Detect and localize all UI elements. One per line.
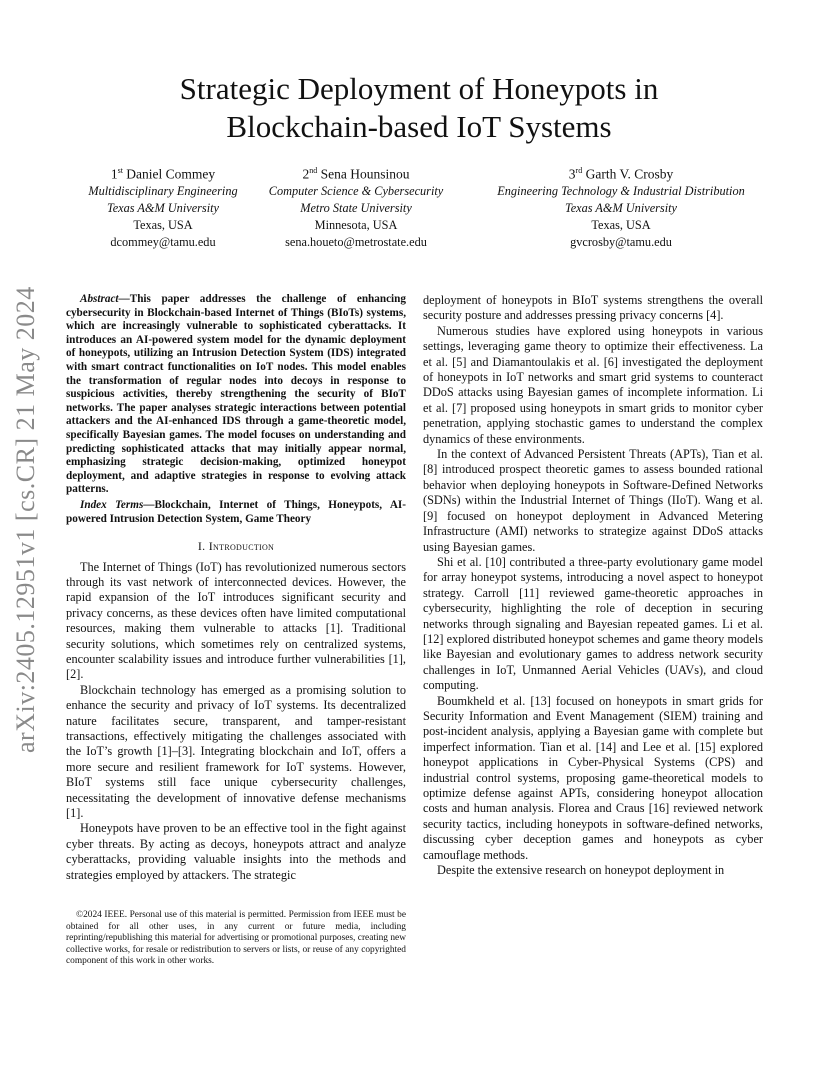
abstract <box>66 293 406 497</box>
arxiv-identifier: arXiv:2405.12951v1 [cs.CR] 21 May 2024 <box>11 286 40 754</box>
right-column <box>423 293 763 878</box>
footnote-text: ©2024 IEEE. Personal use of this material is permitted. Permission from IEEE must be obtained for all other uses, in any current or future media, including reprinting/republishing this material for advertising or promotional purposes, creating new collective works, for resale or redistribution to servers or lists, or reuse of any copyrighted component of this work in other works. <box>66 910 406 967</box>
author-3 <box>466 162 776 251</box>
author-email: gvcrosby@tamu.edu <box>570 234 672 249</box>
paragraph: Honeypots have proven to be an effective tool in the fight against cyber threats. By acting as decoys, honeypots attract and analyze cyberattacks, providing valuable insights into the methods and strategies employed by attackers. The strategic <box>66 821 406 882</box>
author-2 <box>256 162 456 251</box>
author-name: 3rd Garth V. Crosby <box>568 166 674 182</box>
paragraph: The Internet of Things (IoT) has revolutionized numerous sectors through its vast network of interconnected devices. However, the rapid expansion of the IoT introduces significant security and privacy concerns, as these devices often have limited computational resources, making them vulnerable to attacks [1]. Traditional security solutions, which sometimes rely on centralized systems, encounter scalability issues and introduce further vulnerabilities [1], [2]. <box>66 559 406 682</box>
paragraph: Shi et al. [10] contributed a three-party evolutionary game model for array honeypot systems, introducing a novel aspect to honeypot strategy. Carroll [11] reviewed game-theoretic approaches in cybersecurity, highlighting the role of deception in securing networks through signaling and Bayesian repeated games. Li et al. [12] explored distributed honeypot schemes and game theory models like Bayesian and evolutionary games to address network security challenges in IoT, Unmanned Aerial Vehicles (UAVs), and cloud computing. <box>423 554 763 693</box>
author-university: Metro State University <box>300 200 412 215</box>
author-university: Texas A&M University <box>564 200 678 215</box>
paragraph: In the context of Advanced Persistent Threats (APTs), Tian et al. [8] introduced prospect theoretic games to assess bounded rational behavior when deploying honeypots in Software-Defined Networks (SDNs) within the Industrial Internet of Things (IIoT). Wang et al. [9] focused on honeypot deployment in Advanced Metering Infrastructure (AMI) networks to strategize against DDoS attacks using Bayesian games. <box>423 447 763 554</box>
section-heading: I. Introduction <box>197 539 275 554</box>
abstract-text: —This paper addresses the challenge of enhancing cybersecurity in Blockchain-based Internet of Things (BIoTs) systems, which are increasingly vulnerable to sophisticated cyberattacks. It introduces an AI-powered system model for the dynamic deployment of honeypots, utilizing an Intrusion Detection System (IDS) integrated with smart contract functionalities on IoT nodes. This model enables the transformation of regular nodes into decoys in response to suspicious activities, thereby strengthening the security of BIoT networks. The paper analyses strategic interactions between potential attackers and the AI-enhanced IDS through a game-theoretic model, specifically Bayesian games. The model focuses on understanding and predicting sophisticated attacks that may initially appear normal, emphasizing strategic decision-making, optimized honeypot deployment, and adaptive strategies in response to evolving attack patterns. <box>66 293 406 496</box>
index-terms <box>66 499 406 526</box>
paragraph: Blockchain technology has emerged as a promising solution to enhance the security and privacy of IoT systems. Its decentralized nature facilitates secure, transparent, and tamper-resistant transactions, effectively mitigating the challenges associated with the IoT’s growth [1]–[3]. Integrating blockchain and IoT, offers a more secure and resilient framework for IoT systems. However, BIoT systems still face unique cybersecurity challenges, necessitating the development of innovative defense mechanisms [1]. <box>66 682 406 820</box>
paragraph: Numerous studies have explored using honeypots in various settings, leveraging game theory to optimize their effectiveness. La et al. [5] and Diamantoulakis et al. [6] investigated the deployment of honeypots in IoT networks and smart grid systems to counteract DDoS attacks using Bayesian games of incomplete information. Li et al. [7] proposed using honeypots in smart grids to monitor cyber penetration, applying stochastic games to understand the complex dynamics of these environments. <box>423 323 763 446</box>
paper-title <box>60 70 778 146</box>
title-line-2: Blockchain-based IoT Systems <box>226 109 612 144</box>
title-line-1: Strategic Deployment of Honeypots in <box>179 71 659 106</box>
author-email: dcommey@tamu.edu <box>110 234 216 249</box>
index-terms-label: Index Terms <box>80 498 144 511</box>
author-name: 2nd Sena Hounsinou <box>302 166 410 182</box>
author-1 <box>68 162 258 251</box>
author-university: Texas A&M University <box>106 200 220 215</box>
author-location: Minnesota, USA <box>314 217 398 232</box>
author-department: Computer Science & Cybersecurity <box>268 183 444 198</box>
index-terms-text: —Blockchain, Internet of Things, Honeypots, AI-powered Intrusion Detection System, Game Theory <box>66 498 406 525</box>
left-column <box>66 293 406 883</box>
author-location: Texas, USA <box>133 217 193 232</box>
paragraph: deployment of honeypots in BIoT systems strengthens the overall security posture and addresses pressing privacy concerns [4]. <box>423 293 763 323</box>
author-name: 1st Daniel Commey <box>110 166 216 182</box>
author-department: Multidisciplinary Engineering <box>88 183 238 198</box>
abstract-label: Abstract <box>80 293 119 305</box>
author-location: Texas, USA <box>591 217 651 232</box>
copyright-footnote <box>66 910 406 968</box>
author-email: sena.houeto@metrostate.edu <box>285 234 427 249</box>
paragraph: Boumkheld et al. [13] focused on honeypots in smart grids for Security Information and Event Management (SIEM) training and post-incident analysis, applying a Bayesian game with complete but imperfect information. Tian et al. [14] and Lee et al. [15] explored honeypot applications in Cyber-Physical Systems (CPS) and industrial control systems, proposing game-theoretical models to optimize defense against APTs, considering honeypot allocation costs and human analysis. Florea and Craus [16] reviewed network security tactics, including honeypots in software-defined networks, discussing cyber deception games and honeypots as cyber camouflage methods. <box>423 693 763 862</box>
author-department: Engineering Technology & Industrial Distribution <box>497 183 745 198</box>
paragraph: Despite the extensive research on honeypot deployment in <box>437 863 725 878</box>
